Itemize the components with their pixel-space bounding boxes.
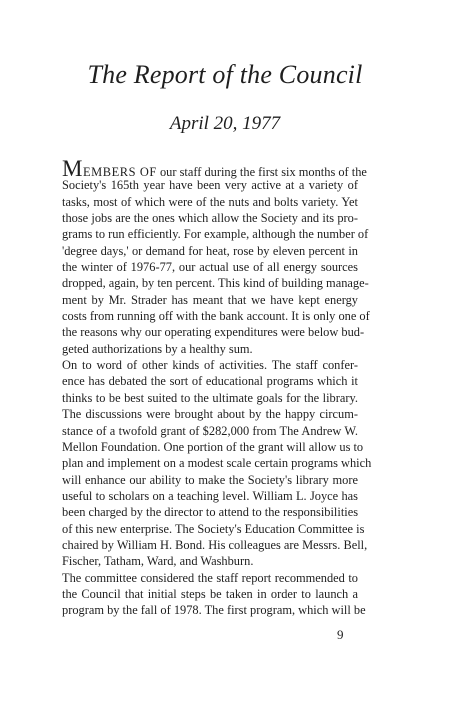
- text-line: useful to scholars on a teaching level. William L. Joyce has: [62, 488, 358, 503]
- text-line: ence has debated the sort of educational programs which it: [62, 374, 358, 389]
- text-line: geted authorizations by a healthy sum.: [62, 341, 253, 356]
- text-line: [62, 156, 367, 181]
- text-line: will enhance our ability to make the Society's library more: [62, 472, 358, 487]
- text-line: plan and implement on a modest scale certain programs which: [62, 456, 372, 471]
- text-line: program by the fall of 1978. The first program, which will be: [62, 603, 366, 618]
- text-line: dropped, again, by ten percent. This kind of building manage-: [62, 276, 369, 291]
- text-line-content: our staff during the first six months of the: [156, 165, 367, 179]
- body-text: [62, 156, 372, 619]
- text-line: 'degree days,' or demand for heat, rose by eleven percent in: [62, 243, 358, 258]
- drop-cap: M: [62, 156, 83, 181]
- page-title: The Report of the Council: [87, 60, 363, 89]
- text-line: the reasons why our operating expenditures were below bud-: [62, 325, 365, 340]
- text-line: been charged by the director to attend to the responsibilities: [62, 505, 359, 520]
- text-line: The committee considered the staff report recommended to: [62, 570, 358, 585]
- text-line: thinks to be best suited to the ultimate goals for the library.: [62, 390, 358, 405]
- text-line: Fischer, Tatham, Ward, and Washburn.: [62, 554, 254, 569]
- text-line: The discussions were brought about by the happy circum-: [62, 407, 358, 422]
- text-line: grams to run efficiently. For example, although the number of: [62, 227, 369, 242]
- text-line: Society's 165th year have been very active at a variety of: [62, 178, 358, 193]
- text-line: On to word of other kinds of activities. The staff confer-: [62, 358, 358, 373]
- text-line: the Council that initial steps be taken in order to launch a: [62, 586, 358, 601]
- report-date: April 20, 1977: [169, 113, 281, 134]
- smallcaps-lead: EMBERS OF: [82, 165, 157, 179]
- text-line: Mellon Foundation. One portion of the grant will allow us to: [62, 439, 364, 454]
- text-line: the winter of 1976-77, our actual use of all energy sources: [62, 260, 358, 275]
- text-line: of this new enterprise. The Society's Education Committee is: [62, 521, 365, 536]
- text-line: those jobs are the ones which allow the Society and its pro-: [62, 211, 358, 226]
- text-line: stance of a twofold grant of $282,000 from The Andrew W.: [62, 423, 358, 438]
- page-number: 9: [337, 627, 344, 642]
- text-line: chaired by William H. Bond. His colleagues are Messrs. Bell,: [62, 537, 368, 552]
- text-line: ment by Mr. Strader has meant that we have kept energy: [62, 292, 358, 307]
- text-line: costs from running off with the bank account. It is only one of: [62, 309, 370, 324]
- text-line: tasks, most of which were of the nuts and bolts variety. Yet: [62, 194, 358, 209]
